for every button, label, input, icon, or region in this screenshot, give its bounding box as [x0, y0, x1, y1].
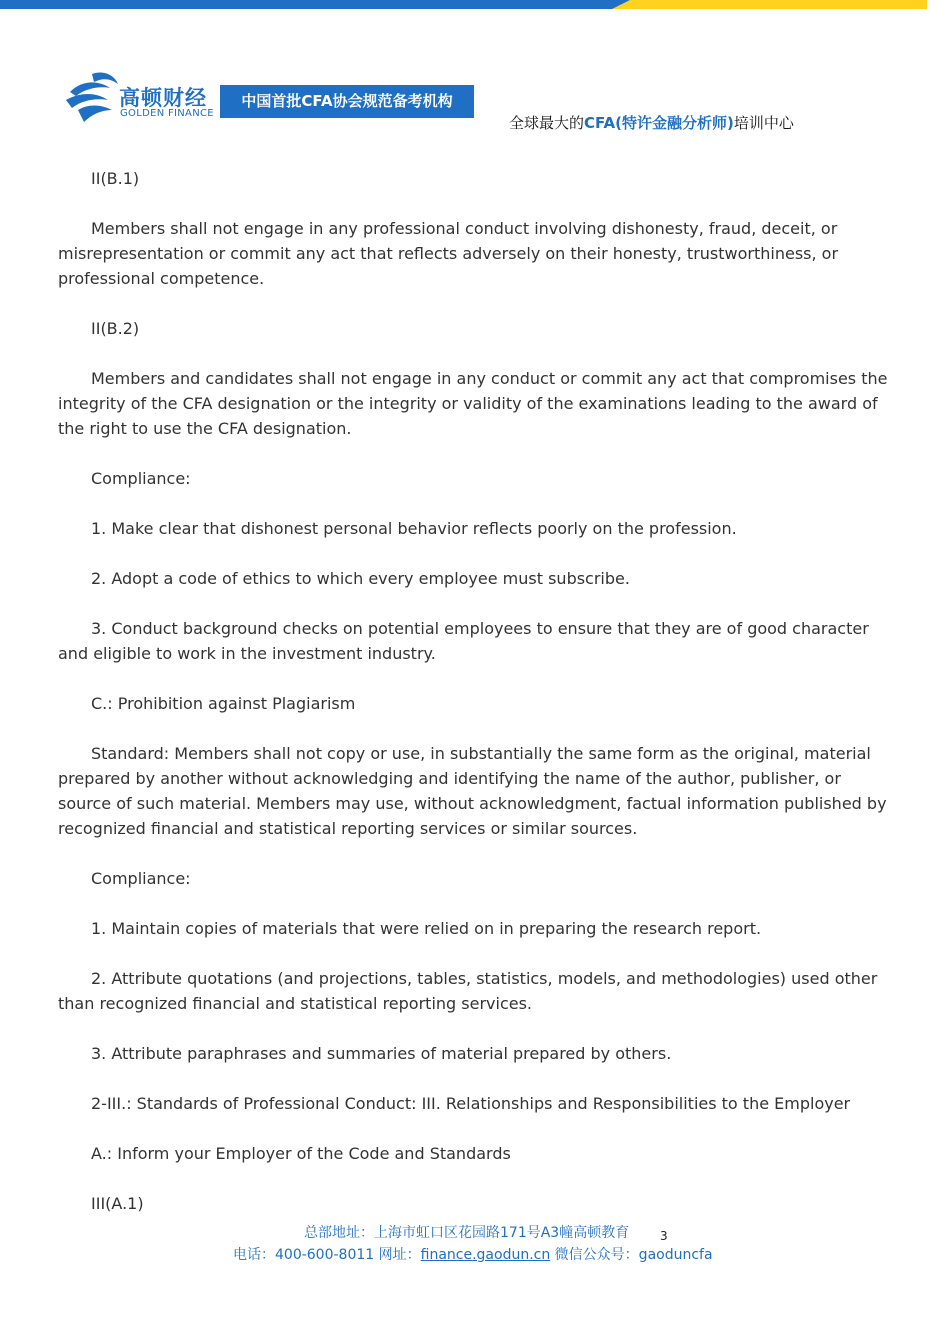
slogan-suffix: 培训中心 [733, 114, 794, 132]
paragraph: Compliance: [91, 469, 191, 488]
paragraph: 1. Maintain copies of materials that were relied on in preparing the research report. [91, 919, 762, 938]
paragraph: Members and candidates shall not engage in any conduct or commit any act that compromises the integrity of the CFA designation or the integrity or validity of the examinations leading to the award of the right to use the CFA designation. [58, 369, 888, 438]
paragraph: 2-III.: Standards of Professional Conduct: III. Relationships and Responsibilities to the Employer [91, 1094, 851, 1113]
top-color-bar [0, 0, 950, 9]
paragraph: C.: Prohibition against Plagiarism [91, 694, 356, 713]
header-tagline: 中国首批CFA协会规范备考机构 [220, 85, 474, 118]
page-number: 3 [660, 1229, 668, 1243]
paragraph: Standard: Members shall not copy or use, in substantially the same form as the original, material prepared by another without acknowledging and identifying the name of the author, publisher, or source of such material. Members may use, without acknowledgment, factual information published by recognized financial and statistical reporting services or similar sources. [58, 744, 887, 838]
paragraph: 1. Make clear that dishonest personal behavior reflects poorly on the profession. [91, 519, 737, 538]
footer-wechat: 微信公众号：gaoduncfa [550, 1247, 713, 1263]
paragraph: Members shall not engage in any professional conduct involving dishonesty, fraud, deceit, or misrepresentation or commit any act that reflects adversely on their honesty, trustworthiness, or professional competence. [58, 219, 839, 288]
footer-contact [233, 1245, 713, 1266]
paragraph: 2. Adopt a code of ethics to which every employee must subscribe. [91, 569, 630, 588]
paragraph: III(A.1) [91, 1194, 144, 1213]
slogan-prefix: 全球最大的 [509, 114, 585, 132]
paragraph: II(B.2) [91, 319, 140, 338]
paragraph: 2. Attribute quotations (and projections, tables, statistics, models, and methodologies) used other than recognized financial and statistical reporting services. [58, 969, 878, 1013]
paragraph: Compliance: [91, 869, 191, 888]
footer-address: 总部地址：上海市虹口区花园路171号A3幢高顿教育 [304, 1225, 630, 1241]
footer-website-link[interactable]: finance.gaodun.cn [420, 1247, 551, 1263]
slogan-highlight: CFA(特许金融分析师) [584, 114, 734, 132]
header-slogan [509, 112, 794, 133]
paragraph: A.: Inform your Employer of the Code and Standards [91, 1144, 511, 1163]
paragraph: 3. Conduct background checks on potential employees to ensure that they are of good character and eligible to work in the investment industry. [58, 619, 869, 663]
paragraph: 3. Attribute paraphrases and summaries of material prepared by others. [91, 1044, 672, 1063]
document-body [58, 166, 890, 1241]
logo-chinese-name: 高顿财经 [119, 86, 207, 110]
paragraph: II(B.1) [91, 169, 140, 188]
logo-english-name: GOLDEN FINANCE [120, 108, 214, 119]
footer-phone: 电话：400-600-8011 网址： [233, 1247, 421, 1263]
